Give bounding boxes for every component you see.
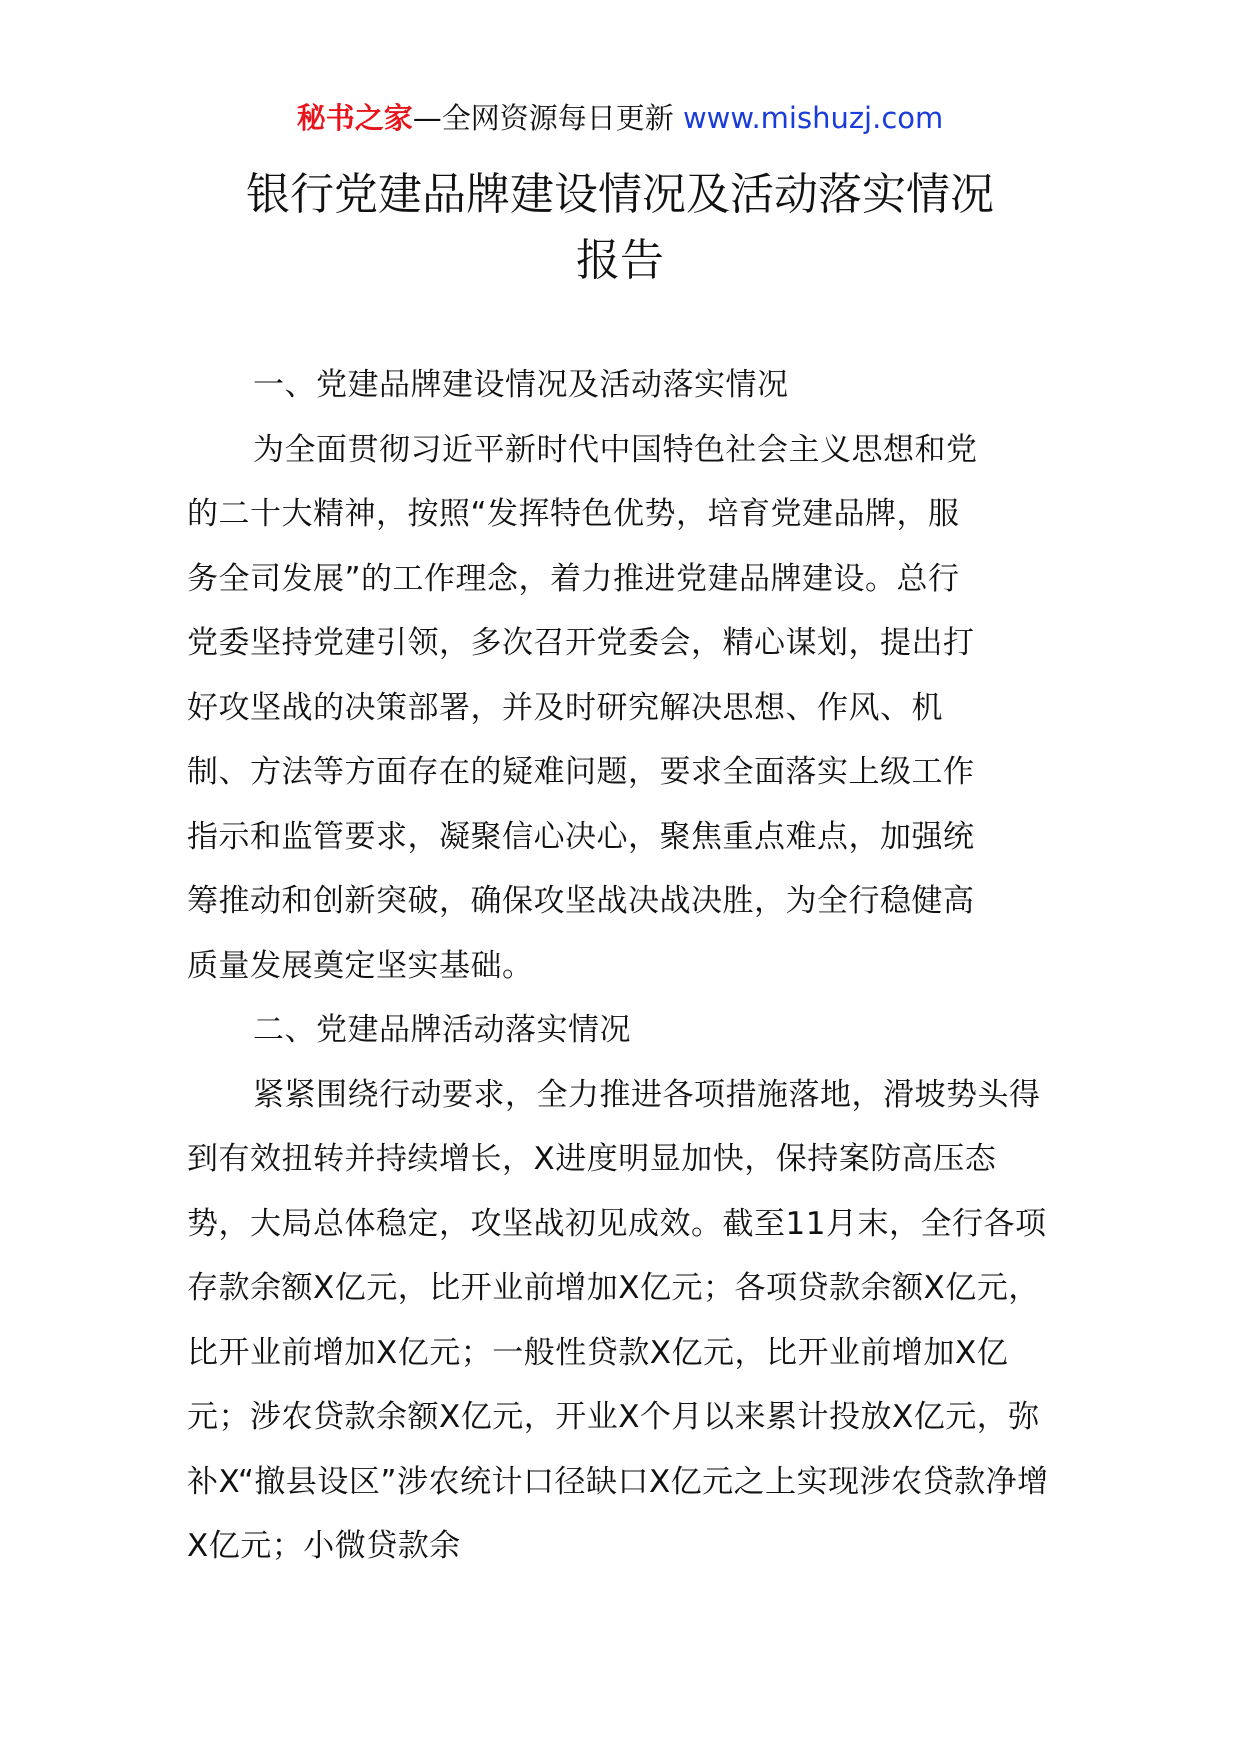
paragraph-line: 为全面贯彻习近平新时代中国特色社会主义思想和党 xyxy=(253,431,978,468)
section-heading-2: 二、党建品牌活动落实情况 xyxy=(253,1012,631,1048)
section-heading-1: 一、党建品牌建设情况及活动落实情况 xyxy=(253,367,789,403)
paragraph-line: 好攻坚战的决策部署，并及时研究解决思想、作风、机 xyxy=(187,689,943,726)
brand-name: 秘书之家 xyxy=(296,101,413,135)
paragraph-line: 制、方法等方面存在的疑难问题，要求全面落实上级工作 xyxy=(187,754,975,790)
site-header xyxy=(0,98,1240,138)
paragraph-line: 筹推动和创新突破，确保攻坚战决战决胜，为全行稳健高 xyxy=(187,883,975,919)
document-title xyxy=(0,162,1240,294)
header-tagline: —全网资源每日更新 xyxy=(412,101,674,135)
section-2-paragraph: 紧紧围绕行动要求，全力推进各项措施落地，滑坡势头得到有效扭转并持续增长，X进度明显加快，保持案防高压态势，大局总体稳定，攻坚战初见成效。截至11月末，全行各项存款余额X亿元，比开业前增加X亿元；各项贷款余额X亿元，比开业前增加X亿元；一般性贷款X亿元，比开业前增加X亿元；涉农贷款余额X亿元，开业X个月以来累计投放X亿元，弥补X“撤县设区”涉农统计口径缺口X亿元之上实现涉农贷款净增X亿元；小微贷款余 xyxy=(187,1076,1049,1564)
document-body xyxy=(187,353,1053,1579)
paragraph-line: 务全司发展”的工作理念，着力推进党建品牌建设。总行 xyxy=(187,560,960,597)
paragraph-line: 的二十大精神，按照“发挥特色优势，培育党建品牌，服 xyxy=(187,496,960,532)
paragraph-line: 指示和监管要求，凝聚信心决心，聚焦重点难点，加强统 xyxy=(187,818,975,855)
title-line-1: 银行党建品牌建设情况及活动落实情况 xyxy=(246,169,994,220)
paragraph-line: 质量发展奠定坚实基础。 xyxy=(187,947,534,984)
title-line-2: 报告 xyxy=(576,235,664,286)
site-url[interactable]: www.mishuzj.com xyxy=(682,101,944,135)
paragraph-line: 党委坚持党建引领，多次召开党委会，精心谋划，提出打 xyxy=(187,625,975,661)
